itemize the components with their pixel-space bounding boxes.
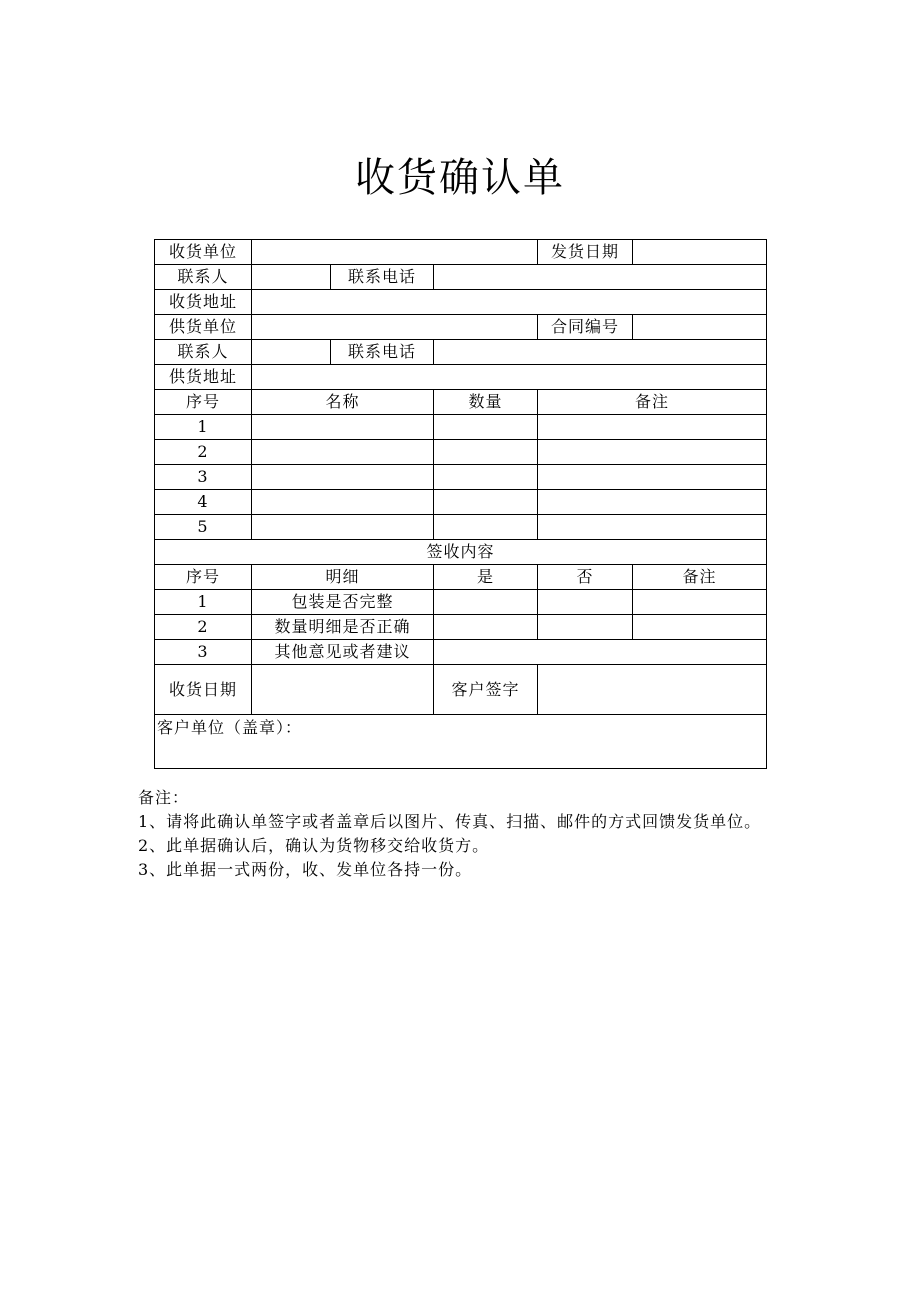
checks-row [155, 615, 767, 640]
supplier-address-label: 供货地址 [155, 365, 252, 390]
receiver-contact-row [155, 265, 767, 290]
supplier-contact-field[interactable] [252, 340, 331, 365]
goods-name-field[interactable] [252, 440, 434, 465]
checks-no-field[interactable] [538, 615, 633, 640]
supplier-unit-label: 供货单位 [155, 315, 252, 340]
checks-header-no-option: 否 [538, 565, 633, 590]
checks-row-detail: 包装是否完整 [252, 590, 434, 615]
goods-row [155, 465, 767, 490]
checks-row-no: 3 [155, 640, 252, 665]
goods-row-no: 2 [155, 440, 252, 465]
goods-row-no: 3 [155, 465, 252, 490]
goods-remark-field[interactable] [538, 440, 767, 465]
goods-row [155, 440, 767, 465]
notes-heading: 备注： [138, 788, 190, 807]
checks-header-row [155, 565, 767, 590]
note-item: 2、此单据确认后，确认为货物移交给收货方。 [138, 836, 490, 855]
notes-section [138, 786, 788, 882]
goods-header-remark: 备注 [538, 390, 767, 415]
checks-header-detail: 明细 [252, 565, 434, 590]
goods-qty-field[interactable] [434, 515, 538, 540]
checks-section-title: 签收内容 [155, 540, 767, 565]
stamp-row [155, 715, 767, 769]
checks-row [155, 590, 767, 615]
receiver-contact-field[interactable] [252, 265, 331, 290]
supplier-unit-field[interactable] [252, 315, 538, 340]
receiver-phone-label: 联系电话 [331, 265, 434, 290]
supplier-phone-field[interactable] [434, 340, 767, 365]
goods-qty-field[interactable] [434, 440, 538, 465]
receipt-form-table [154, 239, 767, 769]
receiver-phone-field[interactable] [434, 265, 767, 290]
receiver-unit-row [155, 240, 767, 265]
goods-row [155, 490, 767, 515]
checks-remark-field[interactable] [633, 615, 767, 640]
goods-header-qty: 数量 [434, 390, 538, 415]
note-item: 3、此单据一式两份，收、发单位各持一份。 [138, 860, 473, 879]
goods-name-field[interactable] [252, 465, 434, 490]
ship-date-field[interactable] [633, 240, 767, 265]
contract-no-field[interactable] [633, 315, 767, 340]
page-title: 收货确认单 [355, 155, 565, 201]
checks-header-yes: 是 [434, 565, 538, 590]
note-item: 1、请将此确认单签字或者盖章后以图片、传真、扫描、邮件的方式回馈发货单位。 [138, 812, 762, 831]
checks-yes-field[interactable] [434, 615, 538, 640]
supplier-phone-label: 联系电话 [331, 340, 434, 365]
receiver-address-field[interactable] [252, 290, 767, 315]
suggestion-field[interactable] [434, 640, 767, 665]
customer-signature-field[interactable] [538, 665, 767, 715]
receiver-unit-field[interactable] [252, 240, 538, 265]
supplier-address-row [155, 365, 767, 390]
customer-stamp-field[interactable] [155, 715, 767, 769]
goods-remark-field[interactable] [538, 515, 767, 540]
goods-qty-field[interactable] [434, 465, 538, 490]
goods-qty-field[interactable] [434, 415, 538, 440]
receiver-contact-label: 联系人 [155, 265, 252, 290]
checks-title-row [155, 540, 767, 565]
goods-name-field[interactable] [252, 415, 434, 440]
ship-date-label: 发货日期 [538, 240, 633, 265]
checks-row [155, 640, 767, 665]
receiver-address-row [155, 290, 767, 315]
supplier-contact-label: 联系人 [155, 340, 252, 365]
receiver-address-label: 收货地址 [155, 290, 252, 315]
goods-row-no: 5 [155, 515, 252, 540]
checks-row-no: 1 [155, 590, 252, 615]
checks-no-field[interactable] [538, 590, 633, 615]
checks-row-detail: 数量明细是否正确 [252, 615, 434, 640]
goods-remark-field[interactable] [538, 490, 767, 515]
goods-row [155, 415, 767, 440]
contract-no-label: 合同编号 [538, 315, 633, 340]
goods-remark-field[interactable] [538, 415, 767, 440]
customer-stamp-label: 客户单位（盖章）： [157, 718, 303, 737]
supplier-address-field[interactable] [252, 365, 767, 390]
receiver-unit-label: 收货单位 [155, 240, 252, 265]
goods-header-name: 名称 [252, 390, 434, 415]
goods-row-no: 4 [155, 490, 252, 515]
checks-remark-field[interactable] [633, 590, 767, 615]
sign-row [155, 665, 767, 715]
checks-row-no: 2 [155, 615, 252, 640]
checks-header-no: 序号 [155, 565, 252, 590]
checks-header-remark: 备注 [633, 565, 767, 590]
goods-remark-field[interactable] [538, 465, 767, 490]
customer-signature-label: 客户签字 [434, 665, 538, 715]
receive-date-label: 收货日期 [155, 665, 252, 715]
checks-row-detail: 其他意见或者建议 [252, 640, 434, 665]
checks-yes-field[interactable] [434, 590, 538, 615]
goods-name-field[interactable] [252, 490, 434, 515]
supplier-contact-row [155, 340, 767, 365]
goods-row [155, 515, 767, 540]
goods-qty-field[interactable] [434, 490, 538, 515]
goods-name-field[interactable] [252, 515, 434, 540]
supplier-unit-row [155, 315, 767, 340]
goods-row-no: 1 [155, 415, 252, 440]
goods-header-no: 序号 [155, 390, 252, 415]
goods-header-row [155, 390, 767, 415]
receive-date-field[interactable] [252, 665, 434, 715]
